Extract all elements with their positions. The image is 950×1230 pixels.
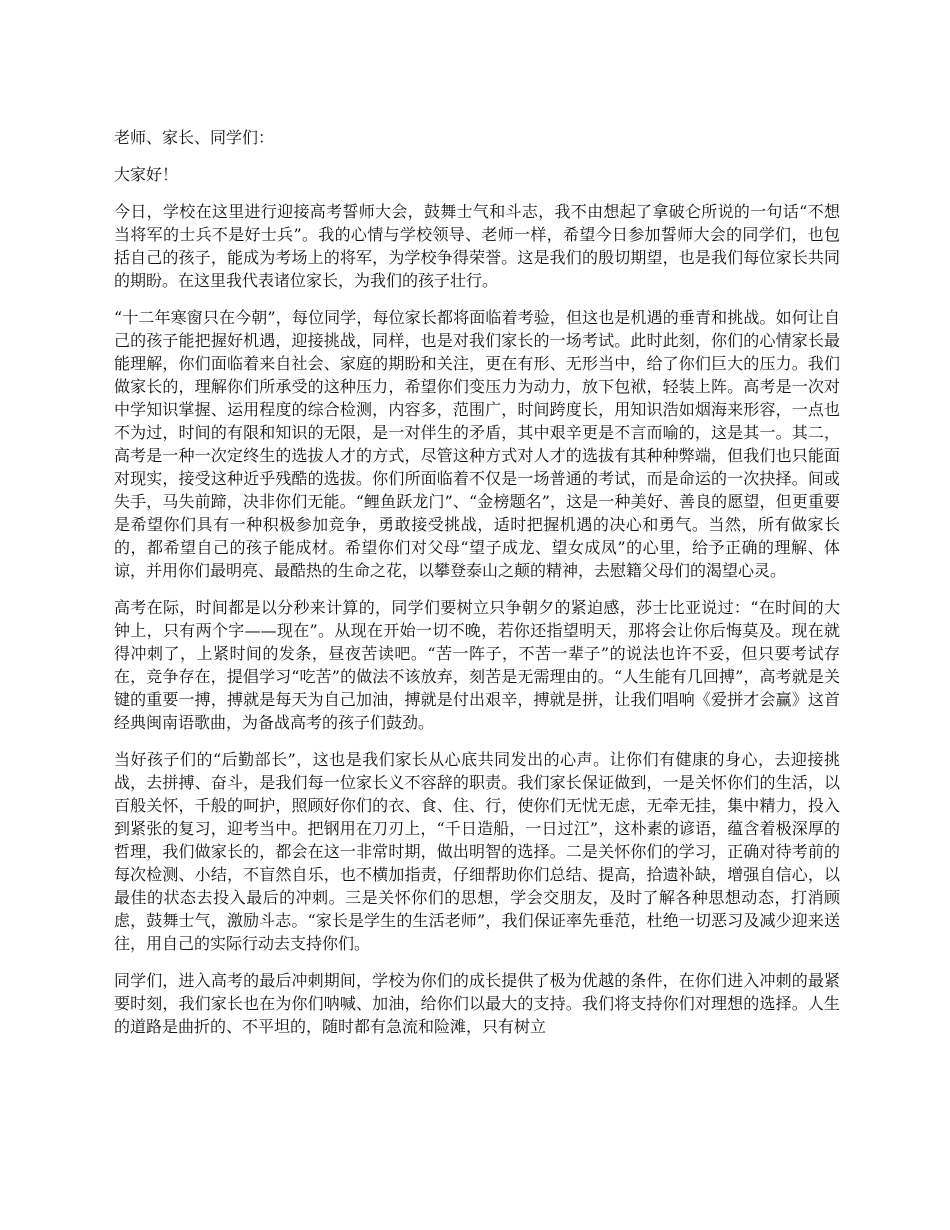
paragraph-2: “十二年寒窗只在今朝”，每位同学，每位家长都将面临着考验，但这也是机遇的垂青和挑战。如何让自己的孩子能把握好机遇，迎接挑战，同样，也是对我们家长的一场考试。此时此刻，你们的心情家长最能理解，你们面临着来自社会、家庭的期盼和关注，更在有形、无形当中，给了你们巨大的压力。我们做家长的，理解你们所承受的这种压力，希望你们变压力为动力，放下包袱，轻装上阵。高考是一次对中学知识掌握、运用程度的综合检测，内容多，范围广，时间跨度长，用知识浩如烟海来形容，一点也不为过，时间的有限和知识的无限，是一对伴生的矛盾，其中艰辛更是不言而喻的，这是其一。其二，高考是一种一次定终生的选拔人才的方式，尽管这种方式对人才的选拔有其种种弊端，但我们也只能面对现实，接受这种近乎残酷的选拔。你们所面临着不仅是一场普通的考试，而是命运的一次抉择。间或失手，马失前蹄，决非你们无能。“鲤鱼跃龙门”、“金榜题名”，这是一种美好、善良的愿望，但更重要是希望你们具有一种积极参加竞争，勇敢接受挑战，适时把握机遇的决心和勇气。当然，所有做家长的，都希望自己的孩子能成材。希望你们对父母“望子成龙、望女成凤”的心里，给予正确的理解、体谅，并用你们最明亮、最酷热的生命之花，以攀登泰山之颠的精神，去慰籍父母们的渴望心灵。 [114, 308, 840, 580]
paragraph-1: 今日，学校在这里进行迎接高考誓师大会，鼓舞士气和斗志，我不由想起了拿破仑所说的一句话“不想当将军的士兵不是好士兵”。我的心情与学校领导、老师一样，希望今日参加誓师大会的同学们，也包括自己的孩子，能成为考场上的将军，为学校争得荣誉。这是我们的殷切期望，也是我们每位家长共同的期盼。在这里我代表诸位家长，为我们的孩子壮行。 [114, 202, 840, 290]
greeting-line: 老师、家长、同学们： [114, 128, 275, 147]
speech-text [114, 126, 840, 1052]
paragraph-3: 高考在际，时间都是以分秒来计算的，同学们要树立只争朝夕的紧迫感，莎士比亚说过：“在时间的大钟上，只有两个字——现在”。从现在开始一切不晚，若你还指望明天，那将会让你后悔莫及。现在就得冲刺了，上紧时间的发条，昼夜苦读吧。“苦一阵子，不苦一辈子”的说法也许不妥，但只要考试存在，竞争存在，提倡学习“吃苦”的做法不该放弃，刻苦是无需理由的。“人生能有几回搏”，高考就是关键的重要一搏，搏就是每天为自己加油，搏就是付出艰辛，搏就是拼，让我们唱响《爱拼才会赢》这首经典闽南语歌曲，为备战高考的孩子们鼓劲。 [114, 598, 840, 732]
paragraph-5: 同学们，进入高考的最后冲刺期间，学校为你们的成长提供了极为优越的条件，在你们进入冲刺的最紧要时刻，我们家长也在为你们呐喊、加油，给你们以最大的支持。我们将支持你们对理想的选择。人生的道路是曲折的、不平坦的，随时都有急流和险滩，只有树立 [114, 971, 840, 1036]
paragraph-4: 当好孩子们的“后勤部长”，这也是我们家长从心底共同发出的心声。让你们有健康的身心，去迎接挑战，去拼搏、奋斗，是我们每一位家长义不容辞的职责。我们家长保证做到，一是关怀你们的生活，以百般关怀，千般的呵护，照顾好你们的衣、食、住、行，使你们无忧无虑，无牵无挂，集中精力，投入到紧张的复习，迎考当中。把钢用在刀刃上，“千日造船，一日过江”，这朴素的谚语，蕴含着极深厚的哲理，我们做家长的，都会在这一非常时期，做出明智的选择。二是关怀你们的学习，正确对待考前的每次检测、小结，不盲然自乐，也不横加指责，仔细帮助你们总结、提高，拾遗补缺，增强自信心，以最佳的状态去投入最后的冲刺。三是关怀你们的思想，学会交朋友，及时了解各种思想动态，打消顾虑，鼓舞士气，激励斗志。“家长是学生的生活老师”，我们保证率先垂范，杜绝一切恶习及减少迎来送往，用自己的实际行动去支持你们。 [114, 750, 840, 953]
hello-line: 大家好！ [114, 165, 179, 184]
